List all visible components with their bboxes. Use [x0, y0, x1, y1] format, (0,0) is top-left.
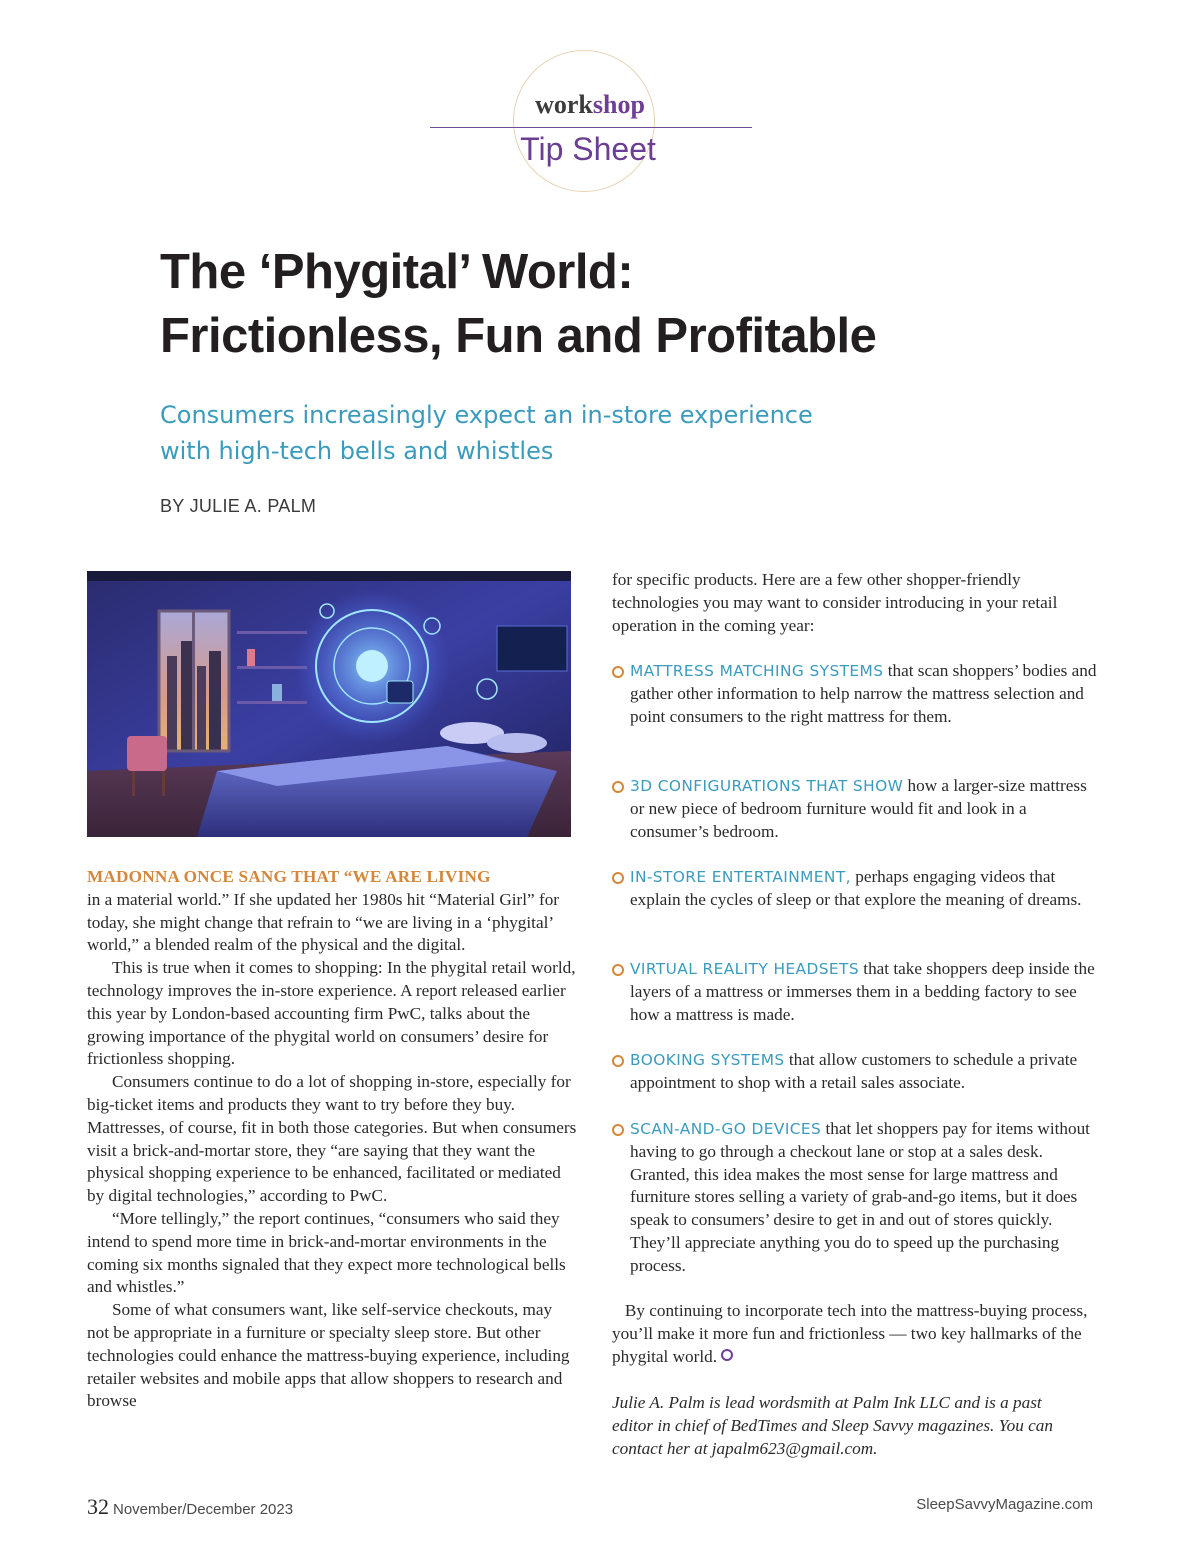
masthead-shop: shop — [592, 90, 645, 119]
masthead-workshop — [0, 88, 1180, 122]
footer-website: SleepSavvyMagazine.com — [916, 1496, 1093, 1513]
bullet-keyword: IN-STORE ENTERTAINMENT, — [630, 868, 851, 886]
right-column-intro: for specific products. Here are a few other shopper-friendly technologies you may want to consider introducing in your retail operation in the coming year: — [612, 570, 1058, 635]
paragraph-4: “More tellingly,” the report continues, “consumers who said they intend to spend more time in brick-and-mortar environments in the coming six months signaled that they expect more technological bells and whistles.” — [87, 1208, 566, 1297]
bullet-item — [612, 660, 1102, 728]
bullet-item — [612, 775, 1102, 843]
article-headline — [160, 240, 1060, 368]
bullet-text — [630, 775, 1102, 843]
bullet-text — [630, 660, 1102, 728]
bullet-text — [630, 1049, 1102, 1095]
bullet-body: that allow customers to schedule a private appointment to shop with a retail sales associate. — [630, 1050, 1078, 1092]
bullet-ring-icon — [612, 1055, 624, 1067]
closing-text: By continuing to incorporate tech into the mattress-buying process, you’ll make it more fun and frictionless — two key hallmarks of the phygital world. — [612, 1301, 1088, 1366]
page-number: 32 — [87, 1494, 109, 1519]
lead-paragraph — [87, 866, 577, 957]
headline-line-1: The ‘Phygital’ World: — [160, 245, 634, 299]
paragraph-5: Some of what consumers want, like self-service checkouts, may not be appropriate in a furniture or specialty sleep store. But other technologies could enhance the mattress-buying experience, including retailer websites and mobile apps that allow shoppers to research and browse — [87, 1300, 570, 1411]
bullet-body: how a larger-size mattress or new piece of bedroom furniture would fit and look in a consumer’s bedroom. — [630, 776, 1087, 841]
end-mark-icon — [721, 1349, 733, 1361]
bullet-text — [630, 1118, 1102, 1278]
bullet-keyword: MATTRESS MATCHING SYSTEMS — [630, 662, 884, 680]
headline-line-2: Frictionless, Fun and Profitable — [160, 309, 877, 363]
paragraph-2: This is true when it comes to shopping: In the phygital retail world, technology improves the in-store experience. A report released earlier this year by London-based accounting firm PwC, talks about the growing importance of the phygital world on consumers’ desire for frictionless shopping. — [87, 958, 576, 1069]
bullet-item — [612, 866, 1102, 912]
bullet-keyword: 3D CONFIGURATIONS THAT SHOW — [630, 777, 904, 795]
bullet-keyword: SCAN-AND-GO DEVICES — [630, 1120, 822, 1138]
section-title: Tip Sheet — [520, 131, 656, 167]
bullet-body: that take shoppers deep inside the layers of a mattress or immerses them in a bedding factory to see how a mattress is made. — [630, 959, 1095, 1024]
left-column — [87, 866, 577, 1413]
bullet-text — [630, 958, 1102, 1026]
dek-line-1: Consumers increasingly expect an in-store experience — [160, 401, 813, 429]
drop-opener: MADONNA ONCE SANG THAT “WE ARE LIVING — [87, 867, 491, 886]
lead-paragraph-rest: in a material world.” If she updated her 1980s hit “Material Girl” for today, she might change that refrain to “we are living in a ‘phygital’ world,” a blended realm of the physical and the digital. — [87, 889, 560, 955]
bullet-item — [612, 958, 1102, 1026]
author-bio: Julie A. Palm is lead wordsmith at Palm Ink LLC and is a past editor in chief of BedTimes and Sleep Savvy magazines. You can contact her at japalm623@gmail.com. — [612, 1393, 1053, 1458]
bullet-body: that scan shoppers’ bodies and gather other information to help narrow the mattress selection and point consumers to the right mattress for them. — [630, 661, 1097, 726]
bedroom-illustration — [87, 571, 571, 837]
bullet-item — [612, 1118, 1102, 1278]
article-dek — [160, 397, 920, 469]
bullet-ring-icon — [612, 781, 624, 793]
bullet-ring-icon — [612, 1124, 624, 1136]
footer-folio — [87, 1494, 293, 1520]
bullet-text — [630, 866, 1102, 912]
bullet-keyword: VIRTUAL REALITY HEADSETS — [630, 960, 859, 978]
bullet-body: that let shoppers pay for items without having to go through a checkout lane or stop at a sales desk. Granted, this idea makes the most sense for large mattress and furniture stores selling a variety of grab-and-go items, but it does speak to consumers’ desire to get in and out of stores quickly. They’ll appreciate anything you do to speed up the purchasing process. — [630, 1119, 1090, 1275]
bullet-item — [612, 1049, 1102, 1095]
byline: BY JULIE A. PALM — [160, 496, 317, 516]
paragraph-3: Consumers continue to do a lot of shopping in-store, especially for big-ticket items and products they want to try before they buy. Mattresses, of course, fit in both those categories. But when consumers visit a brick-and-mortar store, they “are saying that they want the physical shopping experience to be enhanced, facilitated or mediated by digital technologies,” according to PwC. — [87, 1072, 577, 1206]
bullet-body: perhaps engaging videos that explain the cycles of sleep or that explore the meaning of dreams. — [630, 867, 1082, 909]
bullet-keyword: BOOKING SYSTEMS — [630, 1051, 785, 1069]
bullet-ring-icon — [612, 964, 624, 976]
closing-paragraph — [612, 1300, 1102, 1368]
masthead-rule — [430, 127, 752, 128]
masthead-work: work — [535, 90, 593, 119]
dek-line-2: with high-tech bells and whistles — [160, 437, 554, 465]
issue-date: November/December 2023 — [113, 1501, 294, 1518]
bullet-ring-icon — [612, 872, 624, 884]
bullet-ring-icon — [612, 666, 624, 678]
